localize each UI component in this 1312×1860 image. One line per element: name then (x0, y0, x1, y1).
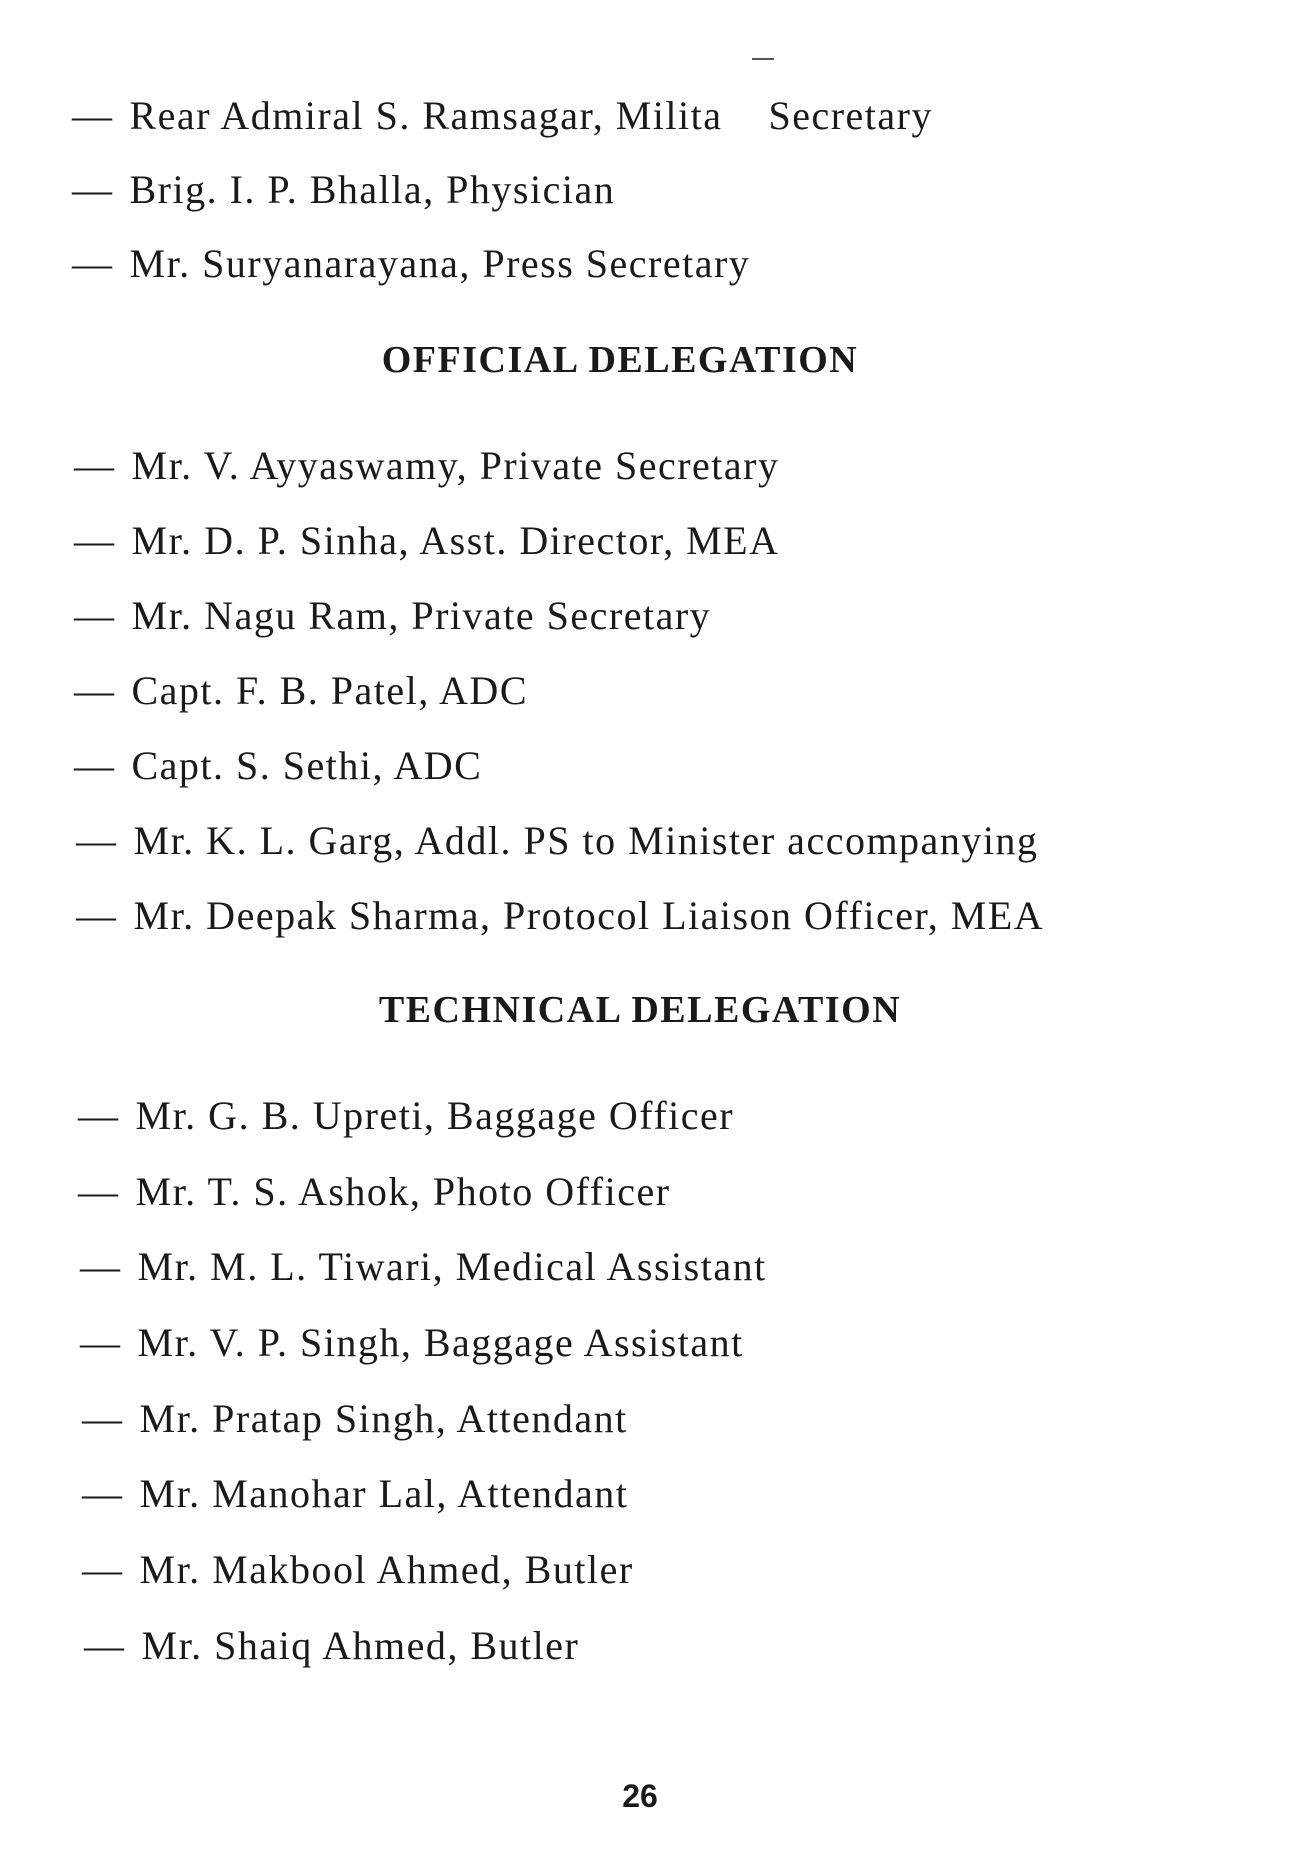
list-item-text: Mr. G. B. Upreti, Baggage Officer (135, 1093, 735, 1138)
list-item (72, 166, 615, 213)
list-item (72, 240, 750, 287)
list-dash: — (80, 1244, 122, 1289)
list-item (82, 1546, 634, 1593)
list-dash: — (72, 167, 114, 212)
list-item-text: Mr. Manohar Lal, Attendant (139, 1471, 629, 1516)
list-item-text: Mr. T. S. Ashok, Photo Officer (135, 1169, 671, 1214)
list-item-text: Mr. Suryanarayana, Press Secretary (129, 241, 751, 286)
list-item (82, 1395, 628, 1442)
list-item (76, 817, 1038, 864)
list-dash: — (72, 93, 114, 138)
list-item-text: Mr. Pratap Singh, Attendant (139, 1396, 628, 1441)
list-item (74, 742, 482, 789)
list-dash: — (74, 668, 116, 713)
list-item-text: Mr. D. P. Sinha, Asst. Director, MEA (131, 518, 780, 563)
list-item-text: Mr. M. L. Tiwari, Medical Assistant (137, 1244, 767, 1289)
list-dash: — (80, 1320, 122, 1365)
list-item (78, 1168, 671, 1215)
list-dash: — (74, 743, 116, 788)
list-item (74, 517, 779, 564)
page-number: 26 (622, 1778, 658, 1814)
list-dash: — (74, 593, 116, 638)
list-item (76, 892, 1044, 939)
list-item-text: Rear Admiral S. Ramsagar, Milita Secretary (129, 93, 933, 138)
list-dash: — (82, 1471, 124, 1516)
list-item (80, 1319, 744, 1366)
list-item-text: Mr. Nagu Ram, Private Secretary (131, 593, 712, 638)
list-item (78, 1092, 734, 1139)
list-dash: — (82, 1547, 124, 1592)
list-item-text: Mr. Makbool Ahmed, Butler (139, 1547, 634, 1592)
list-item-text: Capt. S. Sethi, ADC (131, 743, 483, 788)
list-dash: — (72, 241, 114, 286)
list-item-text: Brig. I. P. Bhalla, Physician (129, 167, 616, 212)
list-item (74, 592, 711, 639)
list-dash: — (84, 1623, 126, 1668)
list-item (74, 442, 780, 489)
section-heading-technical: TECHNICAL DELEGATION (378, 989, 902, 1031)
list-item-text: Mr. V. Ayyaswamy, Private Secretary (131, 443, 780, 488)
list-dash: — (78, 1093, 120, 1138)
list-item-text: Mr. V. P. Singh, Baggage Assistant (137, 1320, 744, 1365)
list-dash: — (76, 818, 118, 863)
list-item (84, 1622, 579, 1669)
list-item (82, 1470, 628, 1517)
list-dash: — (76, 893, 118, 938)
list-item-text: Mr. K. L. Garg, Addl. PS to Minister accompanying (133, 818, 1039, 863)
section-heading-official: OFFICIAL DELEGATION (381, 339, 859, 381)
list-item (80, 1243, 767, 1290)
list-dash: — (74, 443, 116, 488)
scan-speck (752, 58, 774, 60)
list-dash: — (78, 1169, 120, 1214)
list-item (72, 92, 933, 139)
list-dash: — (74, 518, 116, 563)
list-item-text: Capt. F. B. Patel, ADC (131, 668, 528, 713)
list-item (74, 667, 528, 714)
list-item-text: Mr. Shaiq Ahmed, Butler (141, 1623, 580, 1668)
list-item-text: Mr. Deepak Sharma, Protocol Liaison Officer, MEA (133, 893, 1045, 938)
list-dash: — (82, 1396, 124, 1441)
